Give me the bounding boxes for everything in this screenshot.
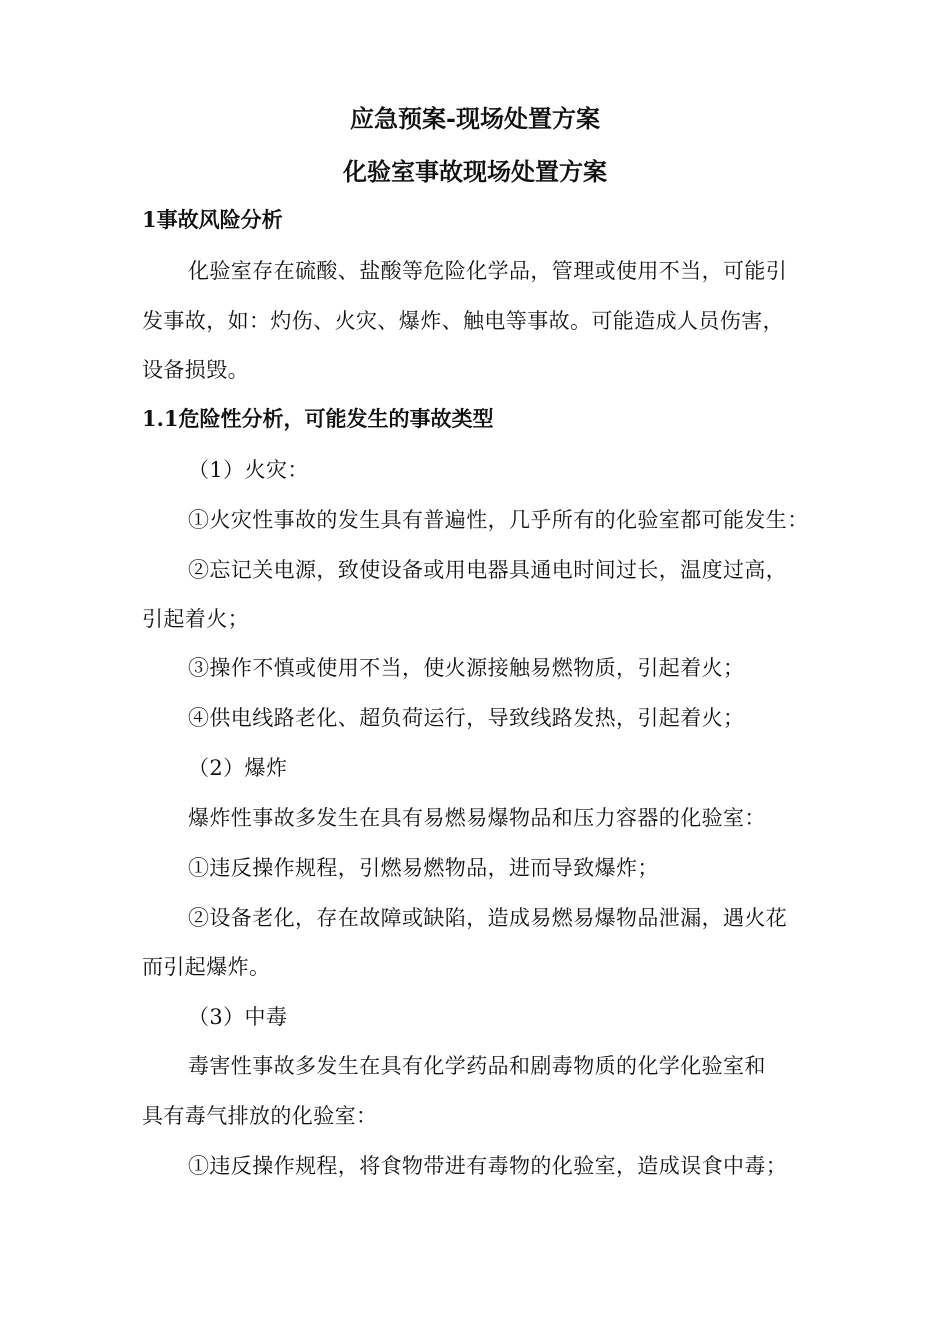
list-item: ③操作不慎或使用不当，使火源接触易燃物质，引起着火； <box>188 656 745 680</box>
list-item-continuation: 而引起爆炸。 <box>142 955 271 979</box>
paragraph-line: 毒害性事故多发生在具有化学药品和剧毒物质的化学化验室和 <box>188 1054 766 1078</box>
list-item: ①违反操作规程，引燃易燃物品，进而导致爆炸； <box>188 856 659 880</box>
list-item: ②设备老化，存在故障或缺陷，造成易燃易爆物品泄漏，遇火花 <box>188 906 788 930</box>
list-item-continuation: 引起着火； <box>142 607 249 631</box>
paragraph-line: 爆炸性事故多发生在具有易燃易爆物品和压力容器的化验室： <box>188 806 766 830</box>
section-heading-1: 1事故风险分析 <box>142 207 283 232</box>
list-item: ④供电线路老化、超负荷运行，导致线路发热，引起着火； <box>188 706 745 730</box>
paragraph-line: 发事故，如：灼伤、火灾、爆炸、触电等事故。可能造成人员伤害， <box>142 309 784 333</box>
subsection-label-poison: （3）中毒 <box>188 1005 288 1029</box>
subsection-label-explosion: （2）爆炸 <box>188 756 288 780</box>
paragraph-line: 设备损毁。 <box>142 358 249 382</box>
paragraph-line: 具有毒气排放的化验室： <box>142 1104 378 1128</box>
list-item: ②忘记关电源，致使设备或用电器具通电时间过长，温度过高， <box>188 558 788 582</box>
paragraph-line: 化验室存在硫酸、盐酸等危险化学品，管理或使用不当，可能引 <box>188 259 788 283</box>
document-title: 应急预案-现场处置方案 <box>350 104 600 133</box>
document-subtitle: 化验室事故现场处置方案 <box>343 157 607 186</box>
list-item: ①违反操作规程，将食物带进有毒物的化验室，造成误食中毒； <box>188 1154 788 1178</box>
subsection-label-fire: （1）火灾： <box>188 458 309 482</box>
section-heading-1-1: 1.1危险性分析，可能发生的事故类型 <box>142 406 494 431</box>
list-item: ①火灾性事故的发生具有普遍性，几乎所有的化验室都可能发生： <box>188 508 809 532</box>
